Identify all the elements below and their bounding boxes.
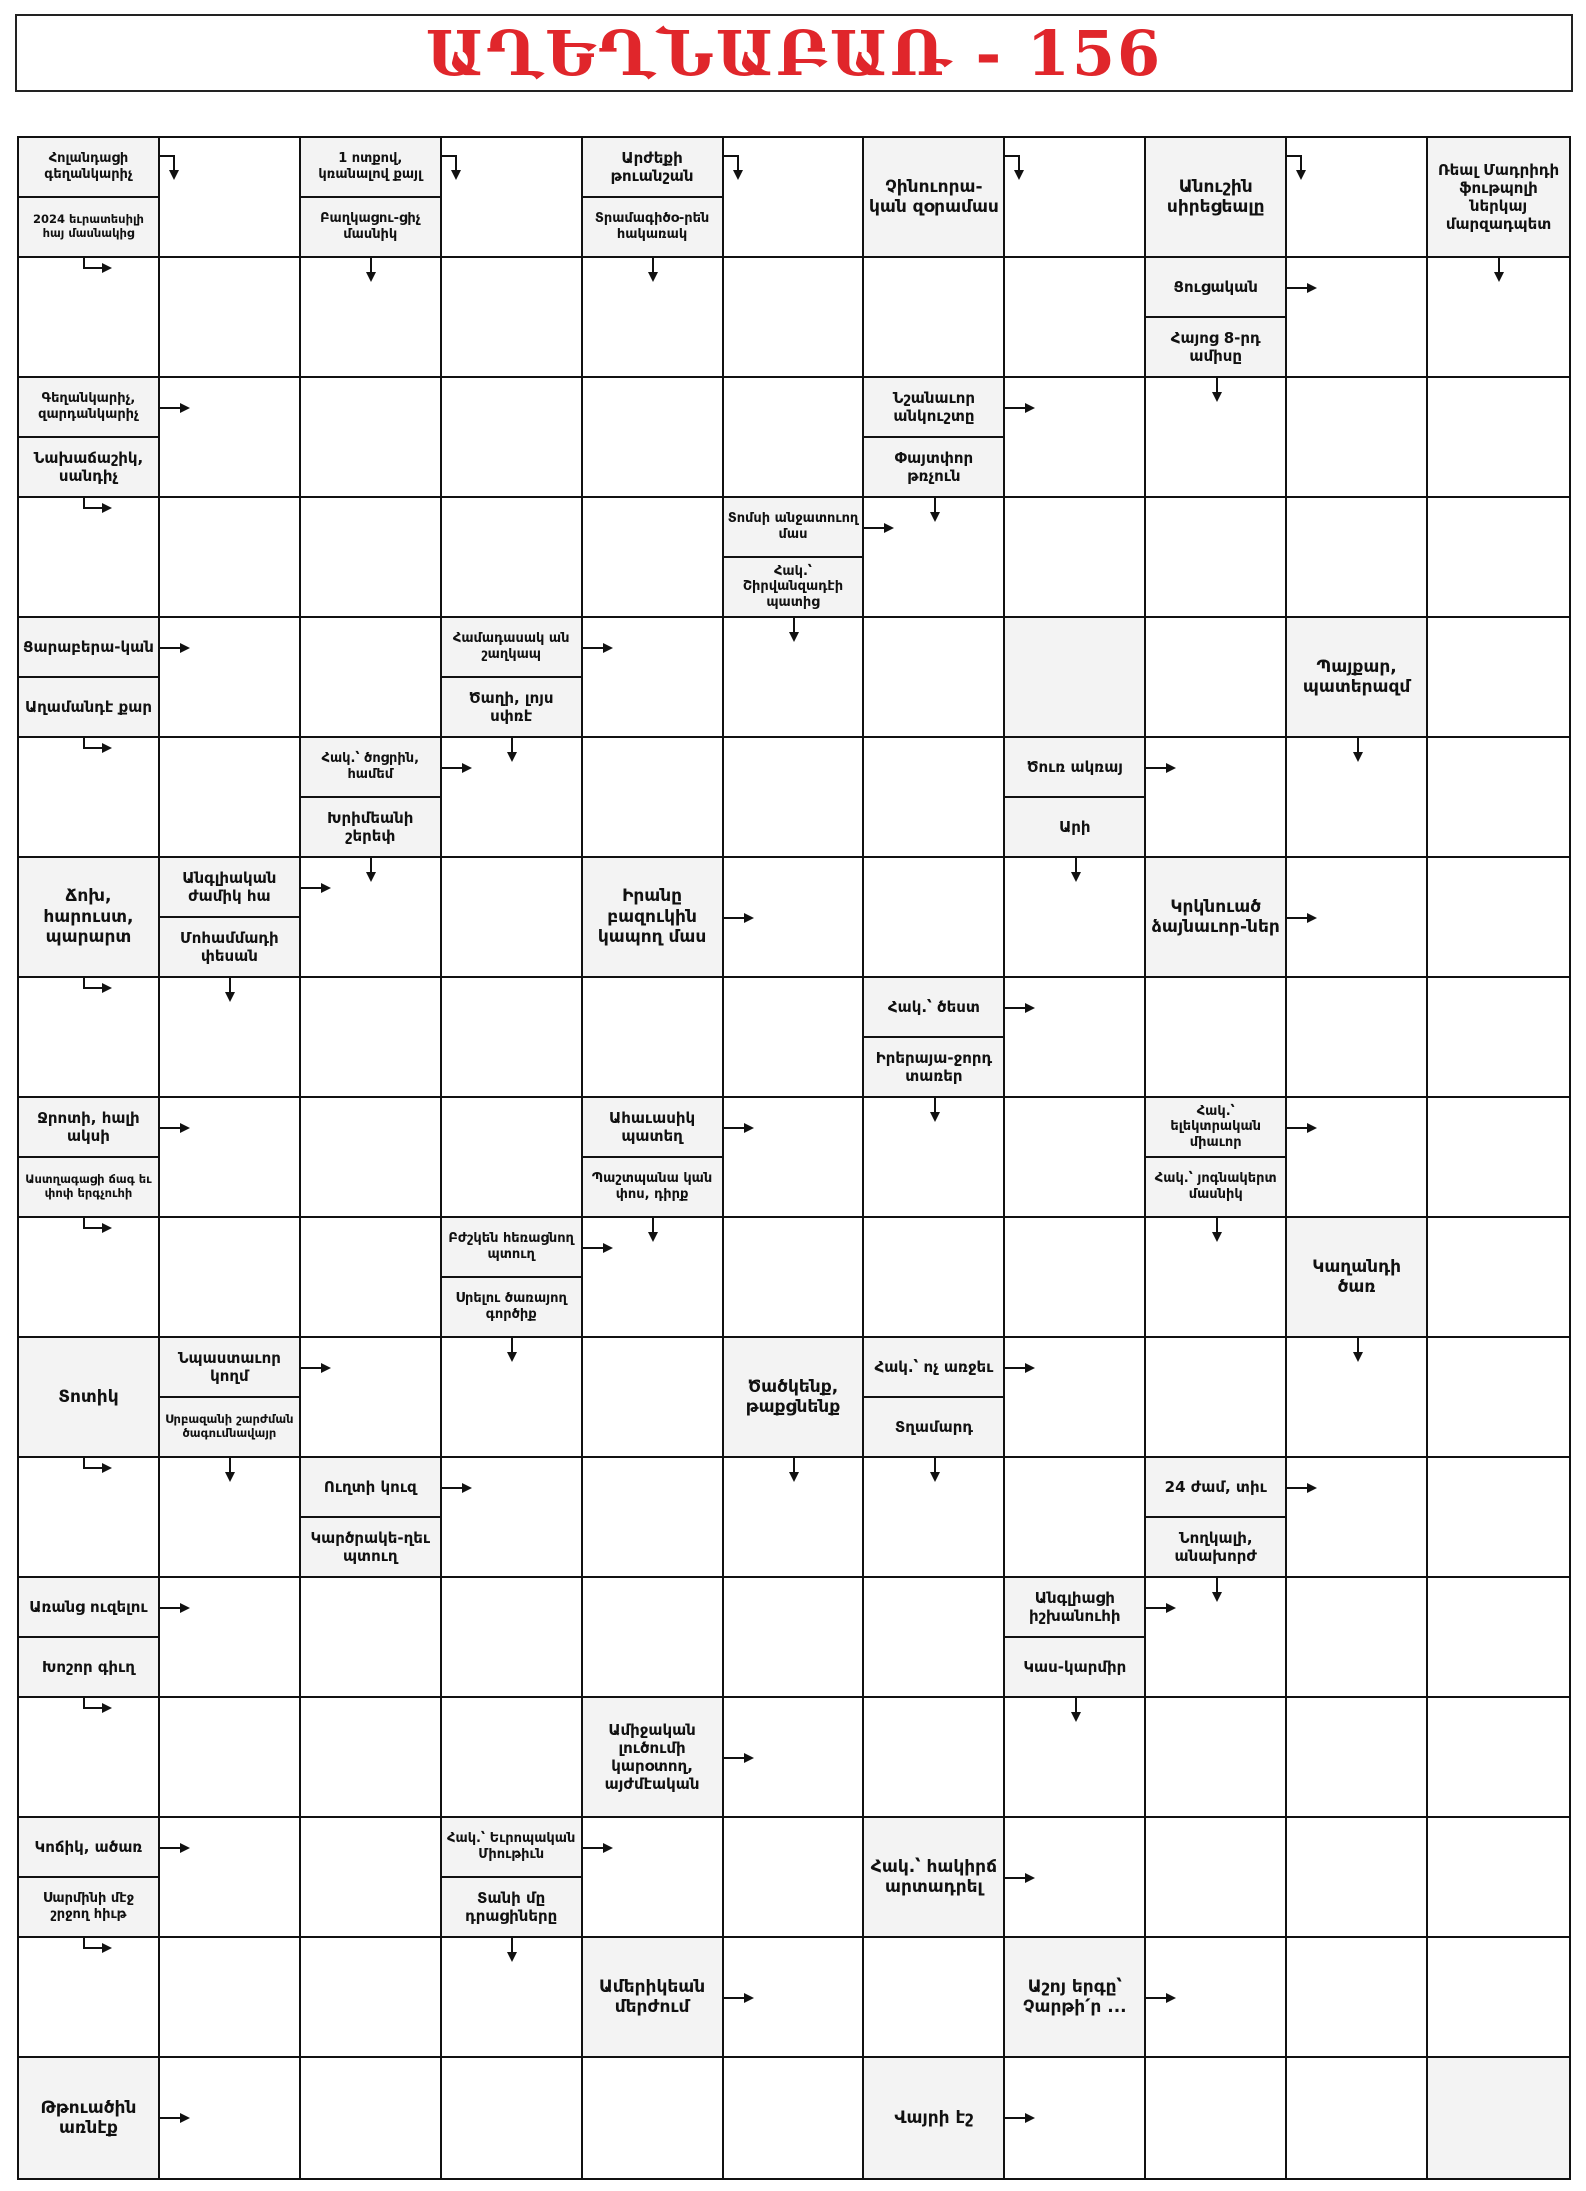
answer-cell[interactable] bbox=[442, 378, 583, 498]
answer-cell[interactable] bbox=[724, 1098, 865, 1218]
clue-text: Հակ.՝ ոչ առջեւ bbox=[874, 1358, 994, 1376]
clue-text: Ցուցական bbox=[1173, 278, 1258, 296]
answer-cell[interactable] bbox=[724, 738, 865, 858]
clue-text: Հոլանդացի գեղանկարիչ bbox=[44, 151, 133, 182]
clue-text: Խոշոր գիւղ bbox=[19, 1636, 158, 1696]
clue-cell bbox=[864, 1338, 1005, 1458]
clue-text: Նողկալի, անախորժ bbox=[1146, 1516, 1285, 1576]
clue-text: Պայքար, պատերազմ bbox=[1302, 656, 1411, 697]
clue-text: Ռեալ Մադրիդի ֆութպոլի ներկայ մարզադպետ bbox=[1437, 161, 1560, 233]
answer-cell[interactable] bbox=[724, 618, 865, 738]
answer-cell[interactable] bbox=[19, 1938, 160, 2058]
answer-cell[interactable] bbox=[1146, 1938, 1287, 2058]
clue-text: Հակ.՝ ծեստ bbox=[887, 998, 980, 1016]
answer-cell[interactable] bbox=[583, 378, 724, 498]
answer-cell[interactable] bbox=[160, 618, 301, 738]
clue-text: Հակ.՝ Շիրվանզադէի պատից bbox=[724, 556, 863, 616]
clue-text: Տոմսի անջատուող մաս bbox=[727, 511, 859, 542]
clue-cell bbox=[19, 2058, 160, 2178]
clue-cell bbox=[19, 858, 160, 978]
answer-cell[interactable] bbox=[160, 1218, 301, 1338]
answer-cell[interactable] bbox=[1428, 1338, 1569, 1458]
answer-cell[interactable] bbox=[1146, 2058, 1287, 2178]
answer-cell[interactable] bbox=[1287, 1698, 1428, 1818]
clue-cell bbox=[1428, 2058, 1569, 2178]
answer-cell[interactable] bbox=[583, 2058, 724, 2178]
clue-cell bbox=[19, 1098, 160, 1218]
answer-cell[interactable] bbox=[1428, 498, 1569, 618]
answer-cell[interactable] bbox=[724, 1698, 865, 1818]
clue-text: Հակ.՝ հակիրճ արտադրել bbox=[870, 1856, 998, 1897]
answer-cell[interactable] bbox=[1005, 1458, 1146, 1578]
answer-cell[interactable] bbox=[160, 1458, 301, 1578]
answer-cell[interactable] bbox=[442, 1098, 583, 1218]
clue-cell bbox=[724, 1338, 865, 1458]
answer-cell[interactable] bbox=[583, 1338, 724, 1458]
answer-cell[interactable] bbox=[1287, 978, 1428, 1098]
answer-cell[interactable] bbox=[19, 1458, 160, 1578]
clue-cell bbox=[442, 1218, 583, 1338]
clue-text: Ճոխ, հարուստ, պարարտ bbox=[43, 886, 134, 948]
answer-cell[interactable] bbox=[1005, 498, 1146, 618]
clue-text: 2024 եւրատեսիլի հայ մասնակից bbox=[19, 196, 158, 256]
answer-cell[interactable] bbox=[442, 2058, 583, 2178]
answer-cell[interactable] bbox=[301, 978, 442, 1098]
clue-cell bbox=[19, 618, 160, 738]
clue-cell bbox=[19, 1338, 160, 1458]
clue-cell bbox=[301, 1458, 442, 1578]
clue-cell bbox=[19, 1818, 160, 1938]
clue-cell bbox=[442, 1818, 583, 1938]
clue-cell bbox=[1146, 138, 1287, 258]
answer-cell[interactable] bbox=[1005, 1818, 1146, 1938]
answer-cell[interactable] bbox=[1005, 1338, 1146, 1458]
answer-cell[interactable] bbox=[1287, 1338, 1428, 1458]
answer-cell[interactable] bbox=[724, 378, 865, 498]
clue-cell bbox=[442, 618, 583, 738]
answer-cell[interactable] bbox=[1146, 1818, 1287, 1938]
clue-text: Ահաւասիկ պատեղ bbox=[609, 1109, 696, 1145]
answer-cell[interactable] bbox=[19, 738, 160, 858]
clue-text: Արի bbox=[1005, 796, 1144, 856]
clue-text: Համադասակ ան շաղկապ bbox=[452, 631, 570, 662]
clue-cell bbox=[160, 1338, 301, 1458]
answer-cell[interactable] bbox=[1287, 1578, 1428, 1698]
clue-cell bbox=[864, 1818, 1005, 1938]
clue-cell bbox=[1005, 618, 1146, 738]
answer-cell[interactable] bbox=[301, 858, 442, 978]
title-box bbox=[15, 14, 1573, 92]
answer-cell[interactable] bbox=[1287, 858, 1428, 978]
answer-cell[interactable] bbox=[442, 858, 583, 978]
answer-cell[interactable] bbox=[864, 1578, 1005, 1698]
answer-cell[interactable] bbox=[301, 258, 442, 378]
answer-cell[interactable] bbox=[1287, 2058, 1428, 2178]
clue-text: 1 ոտքով, կռանալով քայլ bbox=[318, 151, 423, 182]
answer-cell[interactable] bbox=[864, 1698, 1005, 1818]
clue-text: Հայոց 8-րդ ամիսը bbox=[1146, 316, 1285, 376]
answer-cell[interactable] bbox=[724, 858, 865, 978]
answer-cell[interactable] bbox=[1146, 1218, 1287, 1338]
clue-text: Չինուորա-կան զօրամաս bbox=[868, 176, 999, 217]
answer-cell[interactable] bbox=[19, 1218, 160, 1338]
answer-cell[interactable] bbox=[1005, 138, 1146, 258]
answer-cell[interactable] bbox=[1146, 738, 1287, 858]
answer-cell[interactable] bbox=[1428, 618, 1569, 738]
answer-cell[interactable] bbox=[1287, 378, 1428, 498]
answer-cell[interactable] bbox=[160, 498, 301, 618]
clue-text: Անգլիական ժամիկ հա bbox=[182, 869, 277, 905]
clue-text: Իրանը բազուկին կապող մաս bbox=[597, 886, 707, 948]
clue-text: Տոտիկ bbox=[58, 1386, 119, 1407]
clue-text: Տրամագիծօ-րեն հակառակ bbox=[583, 196, 722, 256]
answer-cell[interactable] bbox=[1005, 1098, 1146, 1218]
answer-cell[interactable] bbox=[864, 618, 1005, 738]
answer-cell[interactable] bbox=[583, 978, 724, 1098]
answer-cell[interactable] bbox=[864, 858, 1005, 978]
answer-cell[interactable] bbox=[442, 738, 583, 858]
clue-text: Կոճիկ, ածառ bbox=[34, 1838, 143, 1856]
answer-cell[interactable] bbox=[1005, 858, 1146, 978]
answer-cell[interactable] bbox=[442, 258, 583, 378]
answer-cell[interactable] bbox=[442, 1458, 583, 1578]
answer-cell[interactable] bbox=[583, 1818, 724, 1938]
clue-cell bbox=[583, 858, 724, 978]
answer-cell[interactable] bbox=[1287, 498, 1428, 618]
answer-cell[interactable] bbox=[1005, 1218, 1146, 1338]
answer-cell[interactable] bbox=[864, 1098, 1005, 1218]
answer-cell[interactable] bbox=[1146, 1578, 1287, 1698]
clue-text: 24 ժամ, տիւ bbox=[1164, 1478, 1267, 1496]
answer-cell[interactable] bbox=[442, 1578, 583, 1698]
answer-cell[interactable] bbox=[442, 138, 583, 258]
clue-cell bbox=[19, 138, 160, 258]
clue-text: Տղամարդ bbox=[864, 1396, 1003, 1456]
answer-cell[interactable] bbox=[160, 738, 301, 858]
clue-text: Հակ.՝ յոգնակերտ մասնիկ bbox=[1146, 1156, 1285, 1216]
clue-cell bbox=[19, 1578, 160, 1698]
answer-cell[interactable] bbox=[1428, 738, 1569, 858]
clue-text: Ուղտի կուզ bbox=[323, 1478, 417, 1496]
answer-cell[interactable] bbox=[864, 498, 1005, 618]
clue-text: Մոհամմադի փեսան bbox=[160, 916, 299, 976]
answer-cell[interactable] bbox=[724, 1938, 865, 2058]
answer-cell[interactable] bbox=[160, 1818, 301, 1938]
clue-cell bbox=[724, 498, 865, 618]
answer-cell[interactable] bbox=[301, 618, 442, 738]
answer-cell[interactable] bbox=[160, 1098, 301, 1218]
answer-cell[interactable] bbox=[1146, 1698, 1287, 1818]
answer-cell[interactable] bbox=[583, 1458, 724, 1578]
clue-cell bbox=[1146, 1458, 1287, 1578]
answer-cell[interactable] bbox=[583, 258, 724, 378]
answer-cell[interactable] bbox=[724, 1218, 865, 1338]
answer-cell[interactable] bbox=[724, 258, 865, 378]
clue-text: Ամիջական լուծումի կարօտող, այժմէական bbox=[604, 1721, 700, 1793]
clue-text: Իրերայա-ջորդ տառեր bbox=[864, 1036, 1003, 1096]
puzzle-title: ԱՂԵՂՆԱԲԱՌ - 156 bbox=[425, 16, 1163, 90]
answer-cell[interactable] bbox=[301, 1818, 442, 1938]
clue-cell bbox=[1428, 138, 1569, 258]
clue-text: Խրիմեանի շերեփ bbox=[301, 796, 440, 856]
answer-cell[interactable] bbox=[19, 498, 160, 618]
clue-text: Բաղկացու-ցիչ մասնիկ bbox=[301, 196, 440, 256]
clue-text: Հակ.՝ Եւրոպական Միութիւն bbox=[447, 1831, 576, 1862]
answer-cell[interactable] bbox=[301, 1698, 442, 1818]
answer-cell[interactable] bbox=[1287, 258, 1428, 378]
clue-text: Ծաղի, լոյս սփռէ bbox=[442, 676, 581, 736]
clue-cell bbox=[1005, 1938, 1146, 2058]
answer-cell[interactable] bbox=[301, 1578, 442, 1698]
answer-cell[interactable] bbox=[1287, 1818, 1428, 1938]
clue-cell bbox=[864, 2058, 1005, 2178]
clue-text: Ջրոտի, հալի ակսի bbox=[37, 1109, 140, 1145]
answer-cell[interactable] bbox=[301, 378, 442, 498]
answer-cell[interactable] bbox=[1428, 1938, 1569, 2058]
clue-cell bbox=[864, 138, 1005, 258]
answer-cell[interactable] bbox=[442, 498, 583, 618]
answer-cell[interactable] bbox=[301, 1218, 442, 1338]
answer-cell[interactable] bbox=[1428, 1218, 1569, 1338]
answer-cell[interactable] bbox=[1428, 1458, 1569, 1578]
answer-cell[interactable] bbox=[1287, 738, 1428, 858]
clue-text: Սարմինի մէջ շրջող հիւթ bbox=[19, 1876, 158, 1936]
clue-text: Ամերիկեան մերժում bbox=[598, 1976, 706, 2017]
clue-text: Առանց ուզելու bbox=[29, 1598, 148, 1616]
answer-cell[interactable] bbox=[19, 978, 160, 1098]
clue-text: Կարծրակե-ղեւ պտուղ bbox=[301, 1516, 440, 1576]
clue-cell bbox=[301, 738, 442, 858]
answer-cell[interactable] bbox=[301, 1938, 442, 2058]
clue-cell bbox=[160, 858, 301, 978]
answer-cell[interactable] bbox=[1287, 1458, 1428, 1578]
clue-text: Սրբազանի շարժման ծագումնավայր bbox=[160, 1396, 299, 1456]
clue-text: Կաղանդի ծառ bbox=[1312, 1256, 1402, 1297]
answer-cell[interactable] bbox=[442, 1698, 583, 1818]
clue-cell bbox=[1287, 618, 1428, 738]
answer-cell[interactable] bbox=[1146, 978, 1287, 1098]
clue-cell bbox=[1146, 258, 1287, 378]
answer-cell[interactable] bbox=[301, 498, 442, 618]
clue-text: Ծածկենք, թաքցնենք bbox=[745, 1376, 841, 1417]
crossword-grid bbox=[17, 136, 1571, 2180]
clue-cell bbox=[1287, 1218, 1428, 1338]
answer-cell[interactable] bbox=[1428, 1818, 1569, 1938]
answer-cell[interactable] bbox=[583, 498, 724, 618]
answer-cell[interactable] bbox=[724, 978, 865, 1098]
answer-cell[interactable] bbox=[1146, 378, 1287, 498]
clue-cell bbox=[1005, 1578, 1146, 1698]
answer-cell[interactable] bbox=[19, 1698, 160, 1818]
clue-cell bbox=[301, 138, 442, 258]
answer-cell[interactable] bbox=[442, 978, 583, 1098]
answer-cell[interactable] bbox=[1428, 978, 1569, 1098]
clue-text: Կրկնուած ձայնաւոր-ներ bbox=[1151, 896, 1280, 937]
answer-cell[interactable] bbox=[583, 618, 724, 738]
answer-cell[interactable] bbox=[1146, 498, 1287, 618]
answer-cell[interactable] bbox=[1146, 618, 1287, 738]
clue-text: Պաշտպանա կան փոս, դիրք bbox=[583, 1156, 722, 1216]
answer-cell[interactable] bbox=[301, 1338, 442, 1458]
clue-text: Նշանաւոր անկուշտը bbox=[892, 389, 976, 425]
answer-cell[interactable] bbox=[1005, 378, 1146, 498]
answer-cell[interactable] bbox=[724, 1458, 865, 1578]
answer-cell[interactable] bbox=[864, 1938, 1005, 2058]
answer-cell[interactable] bbox=[301, 2058, 442, 2178]
clue-text: Արժեքի թուանշան bbox=[610, 149, 694, 185]
clue-cell bbox=[864, 378, 1005, 498]
clue-text: Նպաստաւոր կողմ bbox=[177, 1349, 281, 1385]
answer-cell[interactable] bbox=[160, 2058, 301, 2178]
answer-cell[interactable] bbox=[724, 138, 865, 258]
clue-text: Բժշկեն հեռացնող պտուղ bbox=[448, 1231, 574, 1262]
clue-text: Նախաճաշիկ, սանդիչ bbox=[19, 436, 158, 496]
clue-text: Գեղանկարիչ, զարդանկարիչ bbox=[38, 391, 139, 422]
answer-cell[interactable] bbox=[724, 1818, 865, 1938]
clue-text: Անուշին սիրեցեալը bbox=[1166, 176, 1265, 217]
answer-cell[interactable] bbox=[724, 1578, 865, 1698]
answer-cell[interactable] bbox=[1428, 1578, 1569, 1698]
answer-cell[interactable] bbox=[1428, 378, 1569, 498]
answer-cell[interactable] bbox=[864, 1218, 1005, 1338]
clue-text: Սրելու ծառայող գործիք bbox=[442, 1276, 581, 1336]
answer-cell[interactable] bbox=[160, 378, 301, 498]
clue-text: Թթուածին առնէք bbox=[40, 2097, 137, 2138]
clue-text: Աստղագացի ճագ եւ փոփ երգչուհի bbox=[19, 1156, 158, 1216]
clue-text: Աշոյ երգը՝ Չարթի՛ր ... bbox=[1023, 1976, 1127, 2017]
answer-cell[interactable] bbox=[1428, 1098, 1569, 1218]
clue-text: Աղամանդէ քար bbox=[19, 676, 158, 736]
answer-cell[interactable] bbox=[442, 1938, 583, 2058]
answer-cell[interactable] bbox=[160, 1578, 301, 1698]
answer-cell[interactable] bbox=[1005, 258, 1146, 378]
clue-text: Հակ.՝ ծոցրին, համեմ bbox=[321, 751, 420, 782]
answer-cell[interactable] bbox=[1287, 138, 1428, 258]
clue-cell bbox=[1146, 1098, 1287, 1218]
answer-cell[interactable] bbox=[864, 1458, 1005, 1578]
answer-cell[interactable] bbox=[160, 1698, 301, 1818]
clue-cell bbox=[1005, 738, 1146, 858]
answer-cell[interactable] bbox=[301, 1098, 442, 1218]
answer-cell[interactable] bbox=[19, 258, 160, 378]
clue-text: Փայտփոր թռչուն bbox=[864, 436, 1003, 496]
clue-cell bbox=[583, 1938, 724, 2058]
clue-cell bbox=[583, 1698, 724, 1818]
clue-cell bbox=[1146, 858, 1287, 978]
clue-text: Անգլիացի իշխանուհի bbox=[1029, 1589, 1121, 1625]
clue-cell bbox=[864, 978, 1005, 1098]
clue-text: Ցարաբերա-կան bbox=[23, 638, 154, 656]
answer-cell[interactable] bbox=[1428, 858, 1569, 978]
clue-text: Կաս-կարմիր bbox=[1005, 1636, 1144, 1696]
clue-cell bbox=[19, 378, 160, 498]
answer-cell[interactable] bbox=[1005, 978, 1146, 1098]
clue-cell bbox=[583, 1098, 724, 1218]
answer-cell[interactable] bbox=[1287, 1938, 1428, 2058]
clue-text: Ծուռ ակռայ bbox=[1026, 758, 1123, 776]
answer-cell[interactable] bbox=[1428, 258, 1569, 378]
answer-cell[interactable] bbox=[864, 738, 1005, 858]
answer-cell[interactable] bbox=[1428, 1698, 1569, 1818]
clue-text: Հակ.՝ ելեկտրական միաւոր bbox=[1170, 1103, 1262, 1150]
answer-cell[interactable] bbox=[864, 258, 1005, 378]
answer-cell[interactable] bbox=[583, 1578, 724, 1698]
answer-cell[interactable] bbox=[724, 2058, 865, 2178]
answer-cell[interactable] bbox=[583, 1218, 724, 1338]
answer-cell[interactable] bbox=[583, 738, 724, 858]
answer-cell[interactable] bbox=[160, 258, 301, 378]
answer-cell[interactable] bbox=[160, 138, 301, 258]
answer-cell[interactable] bbox=[160, 1938, 301, 2058]
clue-cell bbox=[583, 138, 724, 258]
answer-cell[interactable] bbox=[1005, 1698, 1146, 1818]
answer-cell[interactable] bbox=[442, 1338, 583, 1458]
answer-cell[interactable] bbox=[1146, 1338, 1287, 1458]
answer-cell[interactable] bbox=[1005, 2058, 1146, 2178]
answer-cell[interactable] bbox=[160, 978, 301, 1098]
clue-text: Տանի մը դրացիները bbox=[442, 1876, 581, 1936]
clue-text: Վայրի էշ bbox=[894, 2107, 974, 2128]
answer-cell[interactable] bbox=[1287, 1098, 1428, 1218]
